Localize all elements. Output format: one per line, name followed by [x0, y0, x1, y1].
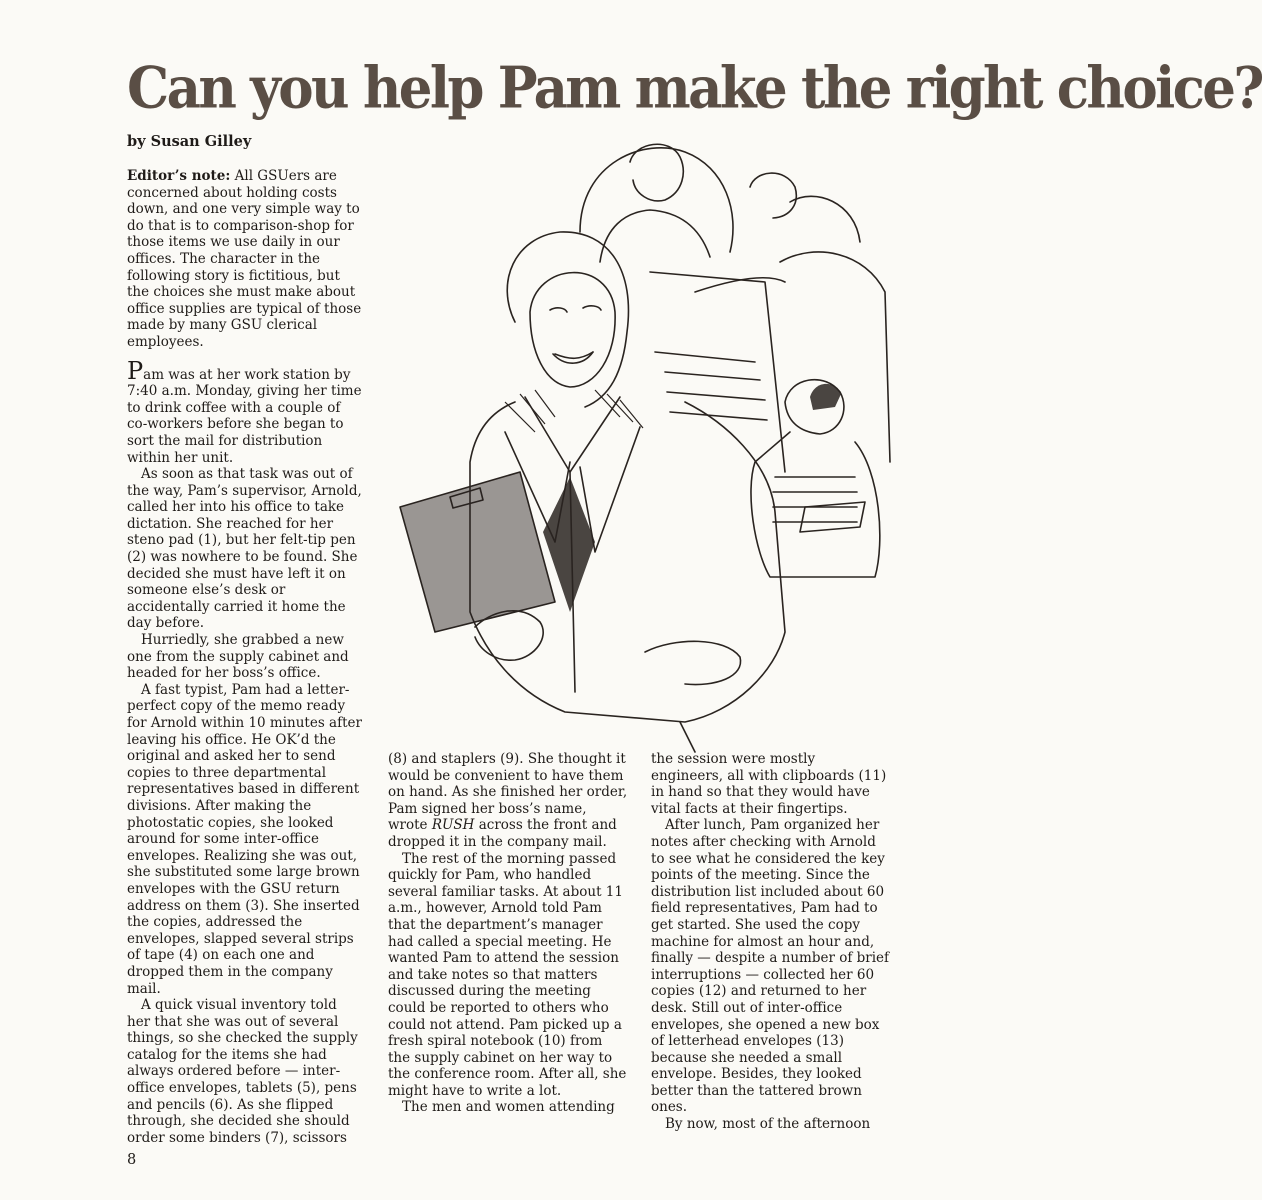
- pam-hand-right: [645, 641, 741, 684]
- editors-note-label: Editor’s note:: [127, 168, 231, 184]
- pam-hair: [507, 232, 628, 407]
- bg-man-head: [750, 173, 796, 218]
- paragraph: By now, most of the afternoon: [665, 1116, 871, 1133]
- background-arch: [580, 148, 733, 252]
- pam-plaid: [505, 390, 643, 432]
- paragraph: The men and women attending: [402, 1099, 615, 1116]
- column-2: [388, 751, 628, 1116]
- article-title: Can you help Pam make the right choice?: [127, 54, 1262, 122]
- editors-note-text: All GSUers are concerned about holding costs down, and one very simple way to do that is to comparison-shop for those items we use daily in our offices. The character in the following story is fictitious, but the choices she must make about office supplies are typical of those made by many GSU clerical employees.: [127, 168, 362, 350]
- drop-cap: P: [127, 356, 144, 385]
- page-number: 8: [127, 1152, 137, 1168]
- rush-word: RUSH: [431, 817, 475, 834]
- paragraph-text: am was at her work station by 7:40 a.m. Monday, giving her time to drink coffee with a couple of co-workers before she began to sort the mail for distribution within her unit.: [127, 366, 362, 466]
- paragraph: [127, 356, 362, 467]
- bg-man2-body: [780, 252, 890, 462]
- paragraph: the session were mostly engineers, all with clipboards (11) in hand so that they would have vital facts at their fingertips.: [651, 751, 887, 817]
- bg-woman-head: [630, 144, 683, 201]
- paragraph: A fast typist, Pam had a letter-perfect copy of the memo ready for Arnold within 10 minutes after leaving his office. He OK’d the original and asked her to send copies to three departmental representatives based in different divisions. After making the photostatic copies, she looked around for some inter-office envelopes. Realizing she was out, she substituted some large brown envelopes with the GSU return address on them (3). She inserted the copies, addressed the envelopes, slapped several strips of tape (4) on each one and dropped them in the company mail.: [127, 681, 362, 997]
- column-3: [651, 751, 891, 1133]
- pam-collar: [525, 397, 620, 472]
- paragraph-text: (8) and staplers (9). She thought it would be convenient to have them on hand. As she finished her order, Pam signed her boss’s name, wrote: [388, 751, 628, 834]
- paragraph: Hurriedly, she grabbed a new one from the supply cabinet and headed for her boss’s office.: [127, 632, 349, 682]
- paragraph-text: across the front and dropped it in the company mail.: [388, 817, 617, 850]
- bg-man2-head: [790, 196, 860, 242]
- paragraph: The rest of the morning passed quickly for Pam, who handled several familiar tasks. At about 11 a.m., however, Arnold told Pam that the department’s manager had called a special meeting. He wanted Pam to attend the session and take notes so that matters discussed during the meeting could be reported to others who could not attend. Pam picked up a fresh spiral notebook (10) from the supply cabinet on her way to the conference room. After all, she might have to write a lot.: [388, 850, 627, 1099]
- bg-woman-shoulders: [600, 210, 710, 262]
- paragraph: A quick visual inventory told her that she was out of several things, so she checked the supply catalog for the items she had always ordered before — inter-office envelopes, tablets (5), pens and pencils (6). As she flipped through, she decided she should order some binders (7), scissors: [127, 997, 358, 1146]
- paragraph: As soon as that task was out of the way, Pam’s supervisor, Arnold, called her into his office to take dictation. She reached for her steno pad (1), but her felt-tip pen (2) was nowhere to be found. She decided she must have left it on someone else’s desk or accidentally carried it home the day before.: [127, 466, 362, 632]
- paragraph: After lunch, Pam organized her notes after checking with Arnold to see what he considered the key points of the meeting. Since the distribution list included about 60 field representatives, Pam had to get started. She used the copy machine for almost an hour and, finally — despite a number of brief interruptions — collected her 60 copies (12) and returned to her desk. Still out of inter-office envelopes, she opened a new box of letterhead envelopes (13) because she needed a small envelope. Besides, they looked better than the tattered brown ones.: [651, 817, 890, 1116]
- paragraph: [388, 751, 628, 851]
- seated-woman-body: [751, 432, 880, 577]
- editors-note: [127, 168, 362, 351]
- seated-woman-hair: [810, 384, 841, 410]
- byline: by Susan Gilley: [127, 133, 252, 150]
- office-illustration: [395, 132, 890, 732]
- pam-face: [530, 273, 615, 387]
- column-1: [127, 168, 362, 1146]
